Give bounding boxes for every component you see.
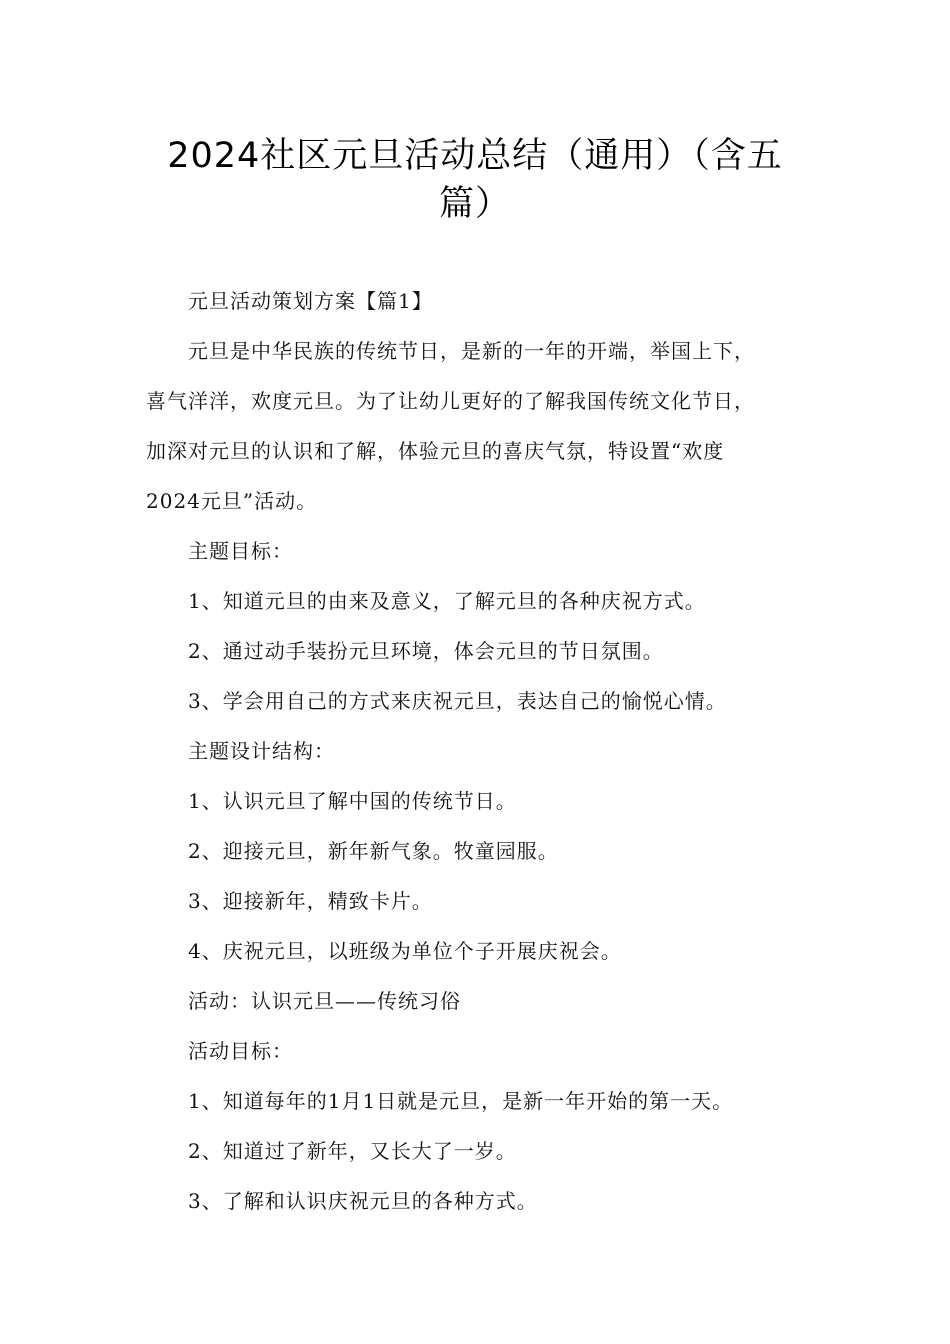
activity-goal-item: 3、了解和认识庆祝元旦的各种方式。 xyxy=(188,1189,538,1213)
theme-goal-item: 3、学会用自己的方式来庆祝元旦，表达自己的愉悦心情。 xyxy=(188,689,727,713)
structure-item: 2、迎接元旦，新年新气象。牧童园服。 xyxy=(188,839,559,863)
intro-line-4: 2024元旦”活动。 xyxy=(146,489,318,513)
section-heading: 元旦活动策划方案【篇1】 xyxy=(188,289,433,313)
structure-item: 3、迎接新年，精致卡片。 xyxy=(188,889,433,913)
activity-goal-label: 活动目标： xyxy=(188,1039,293,1063)
structure-item: 1、认识元旦了解中国的传统节日。 xyxy=(188,789,517,813)
activity-label: 活动：认识元旦——传统习俗 xyxy=(188,989,461,1013)
activity-goal-item: 1、知道每年的1月1日就是元旦，是新一年开始的第一天。 xyxy=(188,1089,734,1113)
activity-goal-item: 2、知道过了新年，又长大了一岁。 xyxy=(188,1139,517,1163)
intro-line-3: 加深对元旦的认识和了解，体验元旦的喜庆气氛，特设置“欢度 xyxy=(146,439,725,463)
theme-goal-item: 1、知道元旦的由来及意义，了解元旦的各种庆祝方式。 xyxy=(188,589,706,613)
theme-goal-label: 主题目标： xyxy=(188,539,293,563)
document-title-line-1: 2024社区元旦活动总结（通用）（含五 xyxy=(167,136,783,176)
intro-line-2: 喜气洋洋，欢度元旦。为了让幼儿更好的了解我国传统文化节日， xyxy=(146,389,755,413)
document-title-line-2: 篇） xyxy=(438,184,511,224)
structure-item: 4、庆祝元旦，以班级为单位个子开展庆祝会。 xyxy=(188,939,622,963)
intro-line-1: 元旦是中华民族的传统节日，是新的一年的开端，举国上下， xyxy=(188,339,755,363)
theme-goal-item: 2、通过动手装扮元旦环境，体会元旦的节日氛围。 xyxy=(188,639,664,663)
structure-label: 主题设计结构： xyxy=(188,739,335,763)
